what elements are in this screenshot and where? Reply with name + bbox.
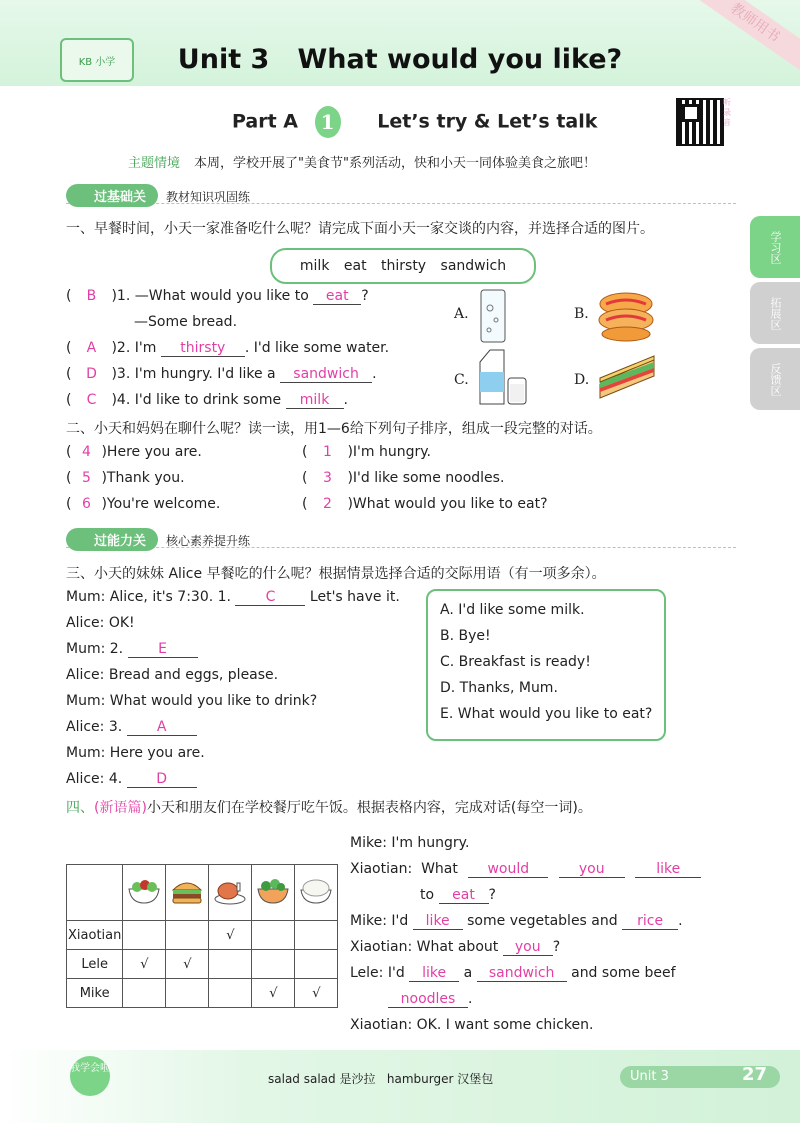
tick-cell: √ (166, 950, 209, 979)
line-text: Mum: 2. (66, 641, 124, 657)
qr-caption: 听录音 (723, 98, 731, 127)
theme-line (128, 152, 596, 171)
answer-blank[interactable]: would (468, 861, 548, 878)
q4-line-7 (388, 991, 472, 1008)
line-text: ? (488, 887, 496, 903)
part-heading (232, 106, 597, 138)
answer-blank[interactable]: you (559, 861, 625, 878)
answer-blank[interactable]: eat (439, 887, 489, 904)
footer-unit: Unit 3 (620, 1066, 780, 1088)
answer-blank[interactable]: A (127, 719, 197, 736)
q4-tag: (新语篇) (94, 800, 147, 816)
option-label-a: A. (454, 306, 469, 322)
row-name: Xiaotian (67, 921, 123, 950)
answer-blank[interactable]: eat (313, 288, 361, 305)
line-text: . (678, 913, 683, 929)
q1-item-1b: —Some bread. (134, 314, 238, 330)
tick-cell (123, 921, 166, 950)
sentence: )What would you like to eat? (347, 496, 548, 512)
answer: D (86, 366, 97, 382)
order-number: 5 (82, 470, 91, 486)
line-text: a (463, 965, 473, 981)
section-sub: 核心素养提升练 (166, 534, 251, 548)
sentence: )You're welcome. (101, 496, 221, 512)
answer-blank[interactable]: C (235, 589, 305, 606)
choice-b: B. Bye! (440, 628, 491, 644)
answer-blank[interactable]: noodles (388, 991, 468, 1008)
food-hamburger-icon (166, 865, 209, 921)
side-tabs (750, 216, 800, 414)
q4-line-3 (420, 887, 496, 904)
row-name: Mike (67, 979, 123, 1008)
sentence: )I'd like some noodles. (347, 470, 505, 486)
theme-text: 本周，学校开展了"美食节"系列活动，快和小天一同体验美食之旅吧！ (194, 156, 596, 171)
q4-num: 四、 (66, 800, 94, 816)
water-glass-icon (478, 288, 508, 344)
tick-cell (209, 979, 252, 1008)
tick-cell (209, 950, 252, 979)
line-text: some vegetables and (467, 913, 618, 929)
line-text: Xiaotian: What (350, 861, 458, 877)
corner-watermark: 教师用书 (678, 0, 800, 82)
answer-blank[interactable]: like (413, 913, 463, 930)
q4-line-5 (350, 939, 560, 956)
choice-e: E. What would you like to eat? (440, 706, 653, 722)
tick-cell (295, 950, 338, 979)
tab-extend[interactable]: 拓展区 (750, 282, 800, 344)
option-label-d: D. (574, 372, 590, 388)
answer-blank[interactable]: like (635, 861, 701, 878)
q3-line-8 (66, 771, 197, 788)
q1-heading: 一、早餐时间，小天一家准备吃什么呢？请完成下面小天一家交谈的内容，并选择合适的图片。 (66, 221, 654, 237)
choice-d: D. Thanks, Mum. (440, 680, 558, 696)
q2-left-2: ( 5 )Thank you. (66, 470, 185, 486)
q4-line-4 (350, 913, 683, 930)
tick-cell (123, 979, 166, 1008)
q3-line-1 (66, 589, 400, 606)
q4-line-8: Xiaotian: OK. I want some chicken. (350, 1017, 594, 1033)
q4-line-6 (350, 965, 676, 982)
q3-heading: 三、小天的妹妹 Alice 早餐吃的什么呢？根据情景选择合适的交际用语（有一项多余）。 (66, 566, 606, 582)
section-sub: 教材知识巩固练 (166, 190, 251, 204)
page-number: 27 (742, 1064, 768, 1085)
q2-left-3: ( 6 )You're welcome. (66, 496, 221, 512)
theme-tag: 主题情境 (128, 156, 181, 171)
order-number: 1 (323, 444, 332, 460)
order-number: 3 (323, 470, 332, 486)
order-number: 2 (323, 496, 332, 512)
q4-line-1: Mike: I'm hungry. (350, 835, 470, 851)
food-rice-icon (295, 865, 338, 921)
learned-badge: 我学会啦 (70, 1056, 110, 1096)
line-text: to (420, 887, 435, 903)
item-text: . I'd like some water. (244, 340, 390, 356)
line-text: Alice: 4. (66, 771, 123, 787)
line-text: Lele: I'd (350, 965, 405, 981)
publisher-logo: KB 小学 (60, 38, 134, 82)
item-text: )1. —What would you like to (111, 288, 309, 304)
line-text: Xiaotian: What about (350, 939, 499, 955)
q3-line-3 (66, 641, 198, 658)
q1-item-4: ( C )4. I'd like to drink some milk . (66, 392, 348, 408)
q2-heading: 二、小天和妈妈在聊什么呢？读一读，用1—6给下列句子排序，组成一段完整的对话。 (66, 421, 602, 437)
answer-blank[interactable]: like (409, 965, 459, 982)
section-pill: 过基础关 (66, 184, 158, 207)
q2-left-1: ( 4 )Here you are. (66, 444, 202, 460)
q1-item-1: ( B )1. —What would you like to eat ? (66, 288, 369, 304)
unit-title: Unit 3 What would you like? (177, 44, 623, 75)
answer-blank[interactable]: D (127, 771, 197, 788)
q3-line-6 (66, 719, 197, 736)
q4-heading (66, 797, 592, 817)
section-bar-ability (66, 528, 736, 550)
q2-right-3: ( 2 )What would you like to eat? (302, 496, 548, 512)
word-bank: milk eat thirsty sandwich (270, 248, 536, 284)
tab-study[interactable]: 学习区 (750, 216, 800, 278)
food-chicken-icon (209, 865, 252, 921)
milk-carton-icon (474, 348, 530, 406)
table-row (67, 979, 338, 1008)
line-text: Mum: Alice, it's 7:30. 1. (66, 589, 231, 605)
sentence: )Thank you. (101, 470, 185, 486)
tick-cell: √ (209, 921, 252, 950)
item-text: )2. I'm (111, 340, 157, 356)
food-table (66, 864, 338, 1008)
food-salad-icon (123, 865, 166, 921)
part-number-badge: 1 (315, 106, 341, 138)
q3-line-5: Mum: What would you like to drink? (66, 693, 318, 709)
tick-cell: √ (252, 979, 295, 1008)
line-text: ? (552, 939, 561, 955)
order-number: 6 (82, 496, 91, 512)
row-name: Lele (67, 950, 123, 979)
answer-blank[interactable]: thirsty (161, 340, 245, 357)
answer-blank[interactable]: sandwich (280, 366, 372, 383)
tick-cell (252, 921, 295, 950)
answer: B (86, 288, 97, 304)
sentence: )Here you are. (101, 444, 202, 460)
option-label-c: C. (454, 372, 469, 388)
answer: A (86, 340, 97, 356)
part-title: Let’s try & Let’s talk (377, 110, 598, 133)
line-text: and some beef (571, 965, 676, 981)
tab-feedback[interactable]: 反馈区 (750, 348, 800, 410)
tick-cell: √ (295, 979, 338, 1008)
tick-cell (295, 921, 338, 950)
option-label-b: B. (574, 306, 589, 322)
tick-cell (166, 979, 209, 1008)
q3-line-7: Mum: Here you are. (66, 745, 205, 761)
q4-line-2 (350, 861, 701, 878)
food-vegetables-icon (252, 865, 295, 921)
item-text: . (372, 366, 377, 382)
line-text: Let's have it. (309, 589, 400, 605)
item-text: ? (361, 288, 369, 304)
tick-cell (166, 921, 209, 950)
section-pill: 过能力关 (66, 528, 158, 551)
item-text: . (343, 392, 348, 408)
q3-choices-box (426, 589, 666, 741)
line-text: Alice: 3. (66, 719, 123, 735)
table-corner (67, 865, 123, 921)
part-label: Part A (232, 110, 299, 133)
tick-cell (252, 950, 295, 979)
item-text: )4. I'd like to drink some (111, 392, 282, 408)
choice-c: C. Breakfast is ready! (440, 654, 591, 670)
qr-code-icon[interactable] (676, 98, 724, 146)
table-row (67, 950, 338, 979)
table-row (67, 921, 338, 950)
answer-blank[interactable]: E (128, 641, 198, 658)
section-bar-basic (66, 184, 736, 206)
q1-item-3: ( D )3. I'm hungry. I'd like a sandwich . (66, 366, 377, 382)
answer-blank[interactable]: rice (622, 913, 678, 930)
item-text: )3. I'm hungry. I'd like a (111, 366, 276, 382)
q1-item-2: ( A )2. I'm thirsty . I'd like some water. (66, 340, 390, 356)
line-text: . (468, 991, 473, 1007)
answer: C (86, 392, 97, 408)
sandwich-icon (596, 354, 658, 400)
choice-a: A. I'd like some milk. (440, 602, 585, 618)
q2-right-2: ( 3 )I'd like some noodles. (302, 470, 505, 486)
q3-line-4: Alice: Bread and eggs, please. (66, 667, 279, 683)
tick-cell: √ (123, 950, 166, 979)
answer-blank[interactable]: milk (286, 392, 344, 409)
q2-right-1: ( 1 )I'm hungry. (302, 444, 431, 460)
answer-blank[interactable]: sandwich (477, 965, 567, 982)
line-text: Mike: I'd (350, 913, 409, 929)
sentence: )I'm hungry. (347, 444, 431, 460)
footer-vocab: salad salad 是沙拉 hamburger 汉堡包 (268, 1072, 494, 1086)
answer-blank[interactable]: you (503, 939, 553, 956)
q3-line-2: Alice: OK! (66, 615, 135, 631)
q4-text: 小天和朋友们在学校餐厅吃午饭。根据表格内容，完成对话(每空一词)。 (146, 800, 592, 816)
order-number: 4 (82, 444, 91, 460)
bread-icon (596, 290, 656, 342)
